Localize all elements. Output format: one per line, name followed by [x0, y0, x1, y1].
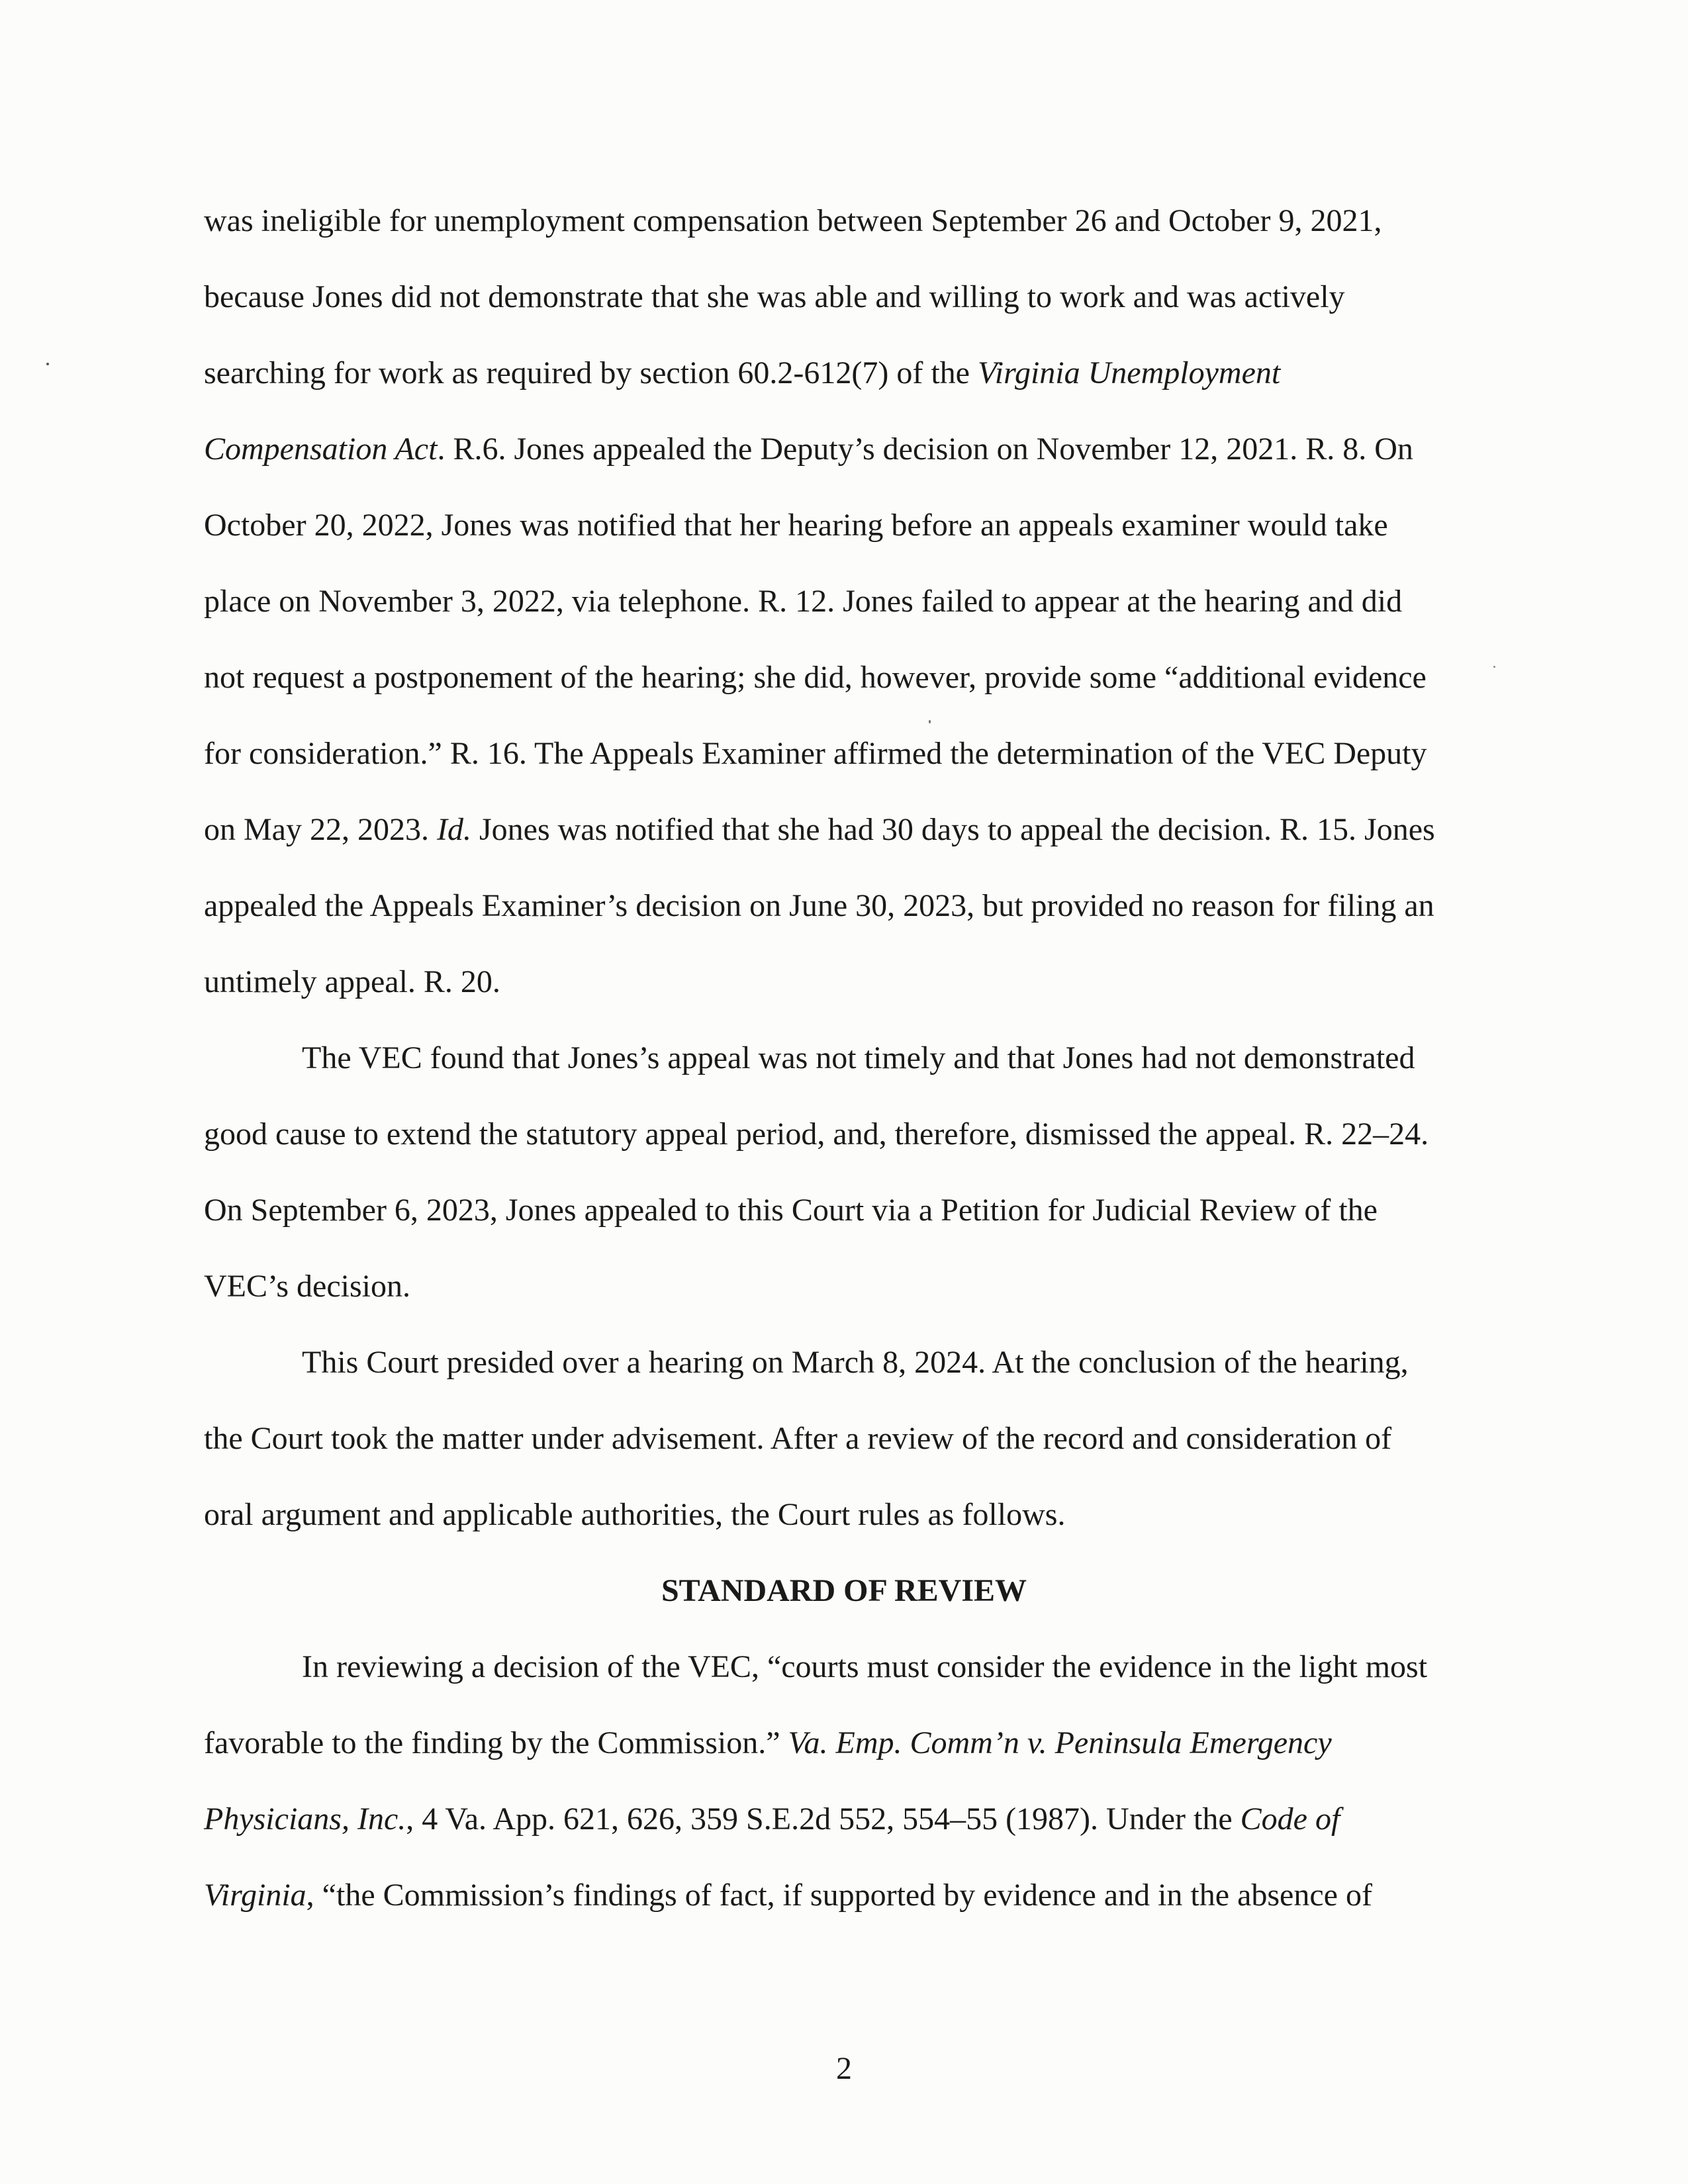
section-heading — [0, 1572, 1688, 1610]
text-segment: , “the Commission’s findings of fact, if supported by evidence and in the absence of — [306, 1878, 1372, 1913]
italic-citation-text: Code of — [1240, 1801, 1340, 1837]
body-text-line — [204, 279, 1345, 316]
body-text-line — [302, 1649, 1427, 1686]
text-segment: for consideration.” R. 16. The Appeals Examiner affirmed the determination of the VEC Deputy — [204, 736, 1427, 771]
body-text-line — [204, 507, 1388, 544]
body-text-line — [204, 735, 1427, 772]
scan-speck — [46, 363, 49, 365]
body-text-line — [204, 583, 1402, 620]
text-segment: On September 6, 2023, Jones appealed to this Court via a Petition for Judicial Review of the — [204, 1193, 1378, 1228]
italic-citation-text: Id. — [436, 812, 471, 847]
text-segment: place on November 3, 2022, via telephone. R. 12. Jones failed to appear at the hearing and did — [204, 584, 1403, 619]
italic-citation-text: Virginia Unemployment — [977, 355, 1281, 390]
text-segment: oral argument and applicable authorities, the Court rules as follows. — [204, 1497, 1066, 1532]
text-segment: . R.6. Jones appealed the Deputy’s decision on November 12, 2021. R. 8. On — [437, 432, 1413, 467]
text-segment: good cause to extend the statutory appeal period, and, therefore, dismissed the appeal. R. 22–24. — [204, 1116, 1429, 1152]
body-text-line — [204, 203, 1382, 240]
body-text-line — [204, 431, 1413, 468]
body-text-line — [204, 1420, 1391, 1457]
body-text-line — [204, 1116, 1429, 1153]
text-segment: , 4 Va. App. 621, 626, 359 S.E.2d 552, 554–55 (1987). Under the — [406, 1801, 1241, 1837]
body-text-line — [204, 1192, 1378, 1229]
text-segment: favorable to the finding by the Commission.” — [204, 1725, 788, 1760]
text-segment: STANDARD OF REVIEW — [661, 1573, 1027, 1608]
italic-citation-text: Va. Emp. Comm’n v. Peninsula Emergency — [788, 1725, 1332, 1760]
text-segment: the Court took the matter under advisement. After a review of the record and consideration of — [204, 1421, 1392, 1456]
body-text-line — [204, 964, 500, 1001]
text-segment: searching for work as required by section 60.2-612(7) of the — [204, 355, 978, 390]
body-text-line — [204, 355, 1280, 392]
body-text-line — [204, 659, 1427, 696]
scan-speck — [929, 720, 931, 723]
italic-citation-text: Physicians, Inc. — [204, 1801, 406, 1837]
text-segment: The VEC found that Jones’s appeal was not timely and that Jones had not demonstrated — [302, 1040, 1415, 1075]
page-number: 2 — [836, 2051, 852, 2086]
text-segment: untimely appeal. R. 20. — [204, 964, 500, 999]
italic-citation-text: Virginia — [204, 1878, 306, 1913]
text-segment: October 20, 2022, Jones was notified that her hearing before an appeals examiner would take — [204, 508, 1388, 543]
text-segment: In reviewing a decision of the VEC, “courts must consider the evidence in the light most — [302, 1649, 1428, 1684]
body-text-line — [204, 1877, 1372, 1914]
body-text-line — [204, 1801, 1340, 1838]
text-segment: appealed the Appeals Examiner’s decision on June 30, 2023, but provided no reason for filing an — [204, 888, 1434, 923]
body-text-line — [204, 887, 1434, 925]
body-text-line — [204, 811, 1435, 848]
body-text-line — [302, 1040, 1415, 1077]
body-text-line — [204, 1268, 410, 1305]
body-text-line — [204, 1496, 1065, 1533]
text-segment: This Court presided over a hearing on March 8, 2024. At the conclusion of the hearing, — [302, 1345, 1409, 1380]
italic-citation-text: Compensation Act — [204, 432, 438, 467]
text-segment: on May 22, 2023. — [204, 812, 437, 847]
text-segment: not request a postponement of the hearing; she did, however, provide some “additional evidence — [204, 660, 1427, 695]
body-text-line — [302, 1344, 1409, 1381]
body-text-line — [204, 1725, 1332, 1762]
scan-speck — [1493, 666, 1495, 668]
text-segment: because Jones did not demonstrate that she was able and willing to work and was actively — [204, 279, 1345, 314]
text-segment: was ineligible for unemployment compensation between September 26 and October 9, 2021, — [204, 203, 1382, 238]
text-segment: Jones was notified that she had 30 days to appeal the decision. R. 15. Jones — [471, 812, 1435, 847]
text-segment: VEC’s decision. — [204, 1269, 410, 1304]
